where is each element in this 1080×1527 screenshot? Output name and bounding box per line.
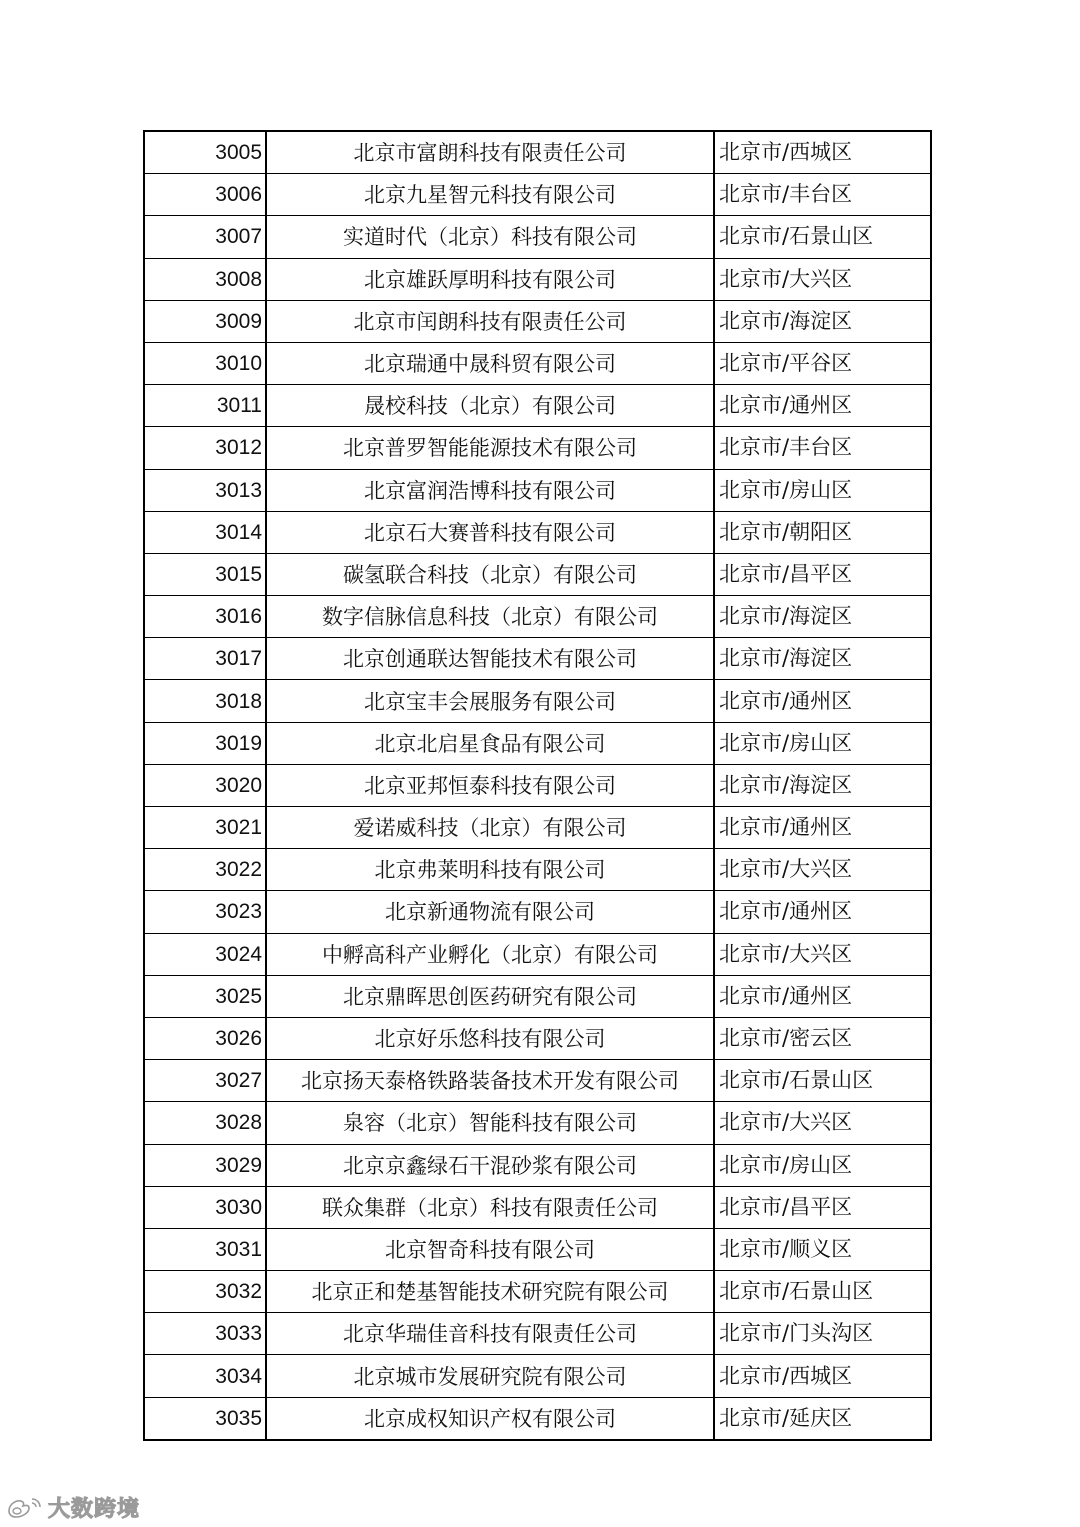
table-row <box>144 1271 931 1313</box>
table-row <box>144 1102 931 1144</box>
company-name: 北京弗莱明科技有限公司 <box>266 849 714 891</box>
row-number: 3035 <box>144 1397 266 1440</box>
company-district: 北京市/昌平区 <box>714 553 931 595</box>
company-name: 实道时代（北京）科技有限公司 <box>266 216 714 258</box>
company-name: 中孵高科产业孵化（北京）有限公司 <box>266 933 714 975</box>
company-name: 爱诺威科技（北京）有限公司 <box>266 807 714 849</box>
row-number: 3013 <box>144 469 266 511</box>
table-row <box>144 764 931 806</box>
company-district: 北京市/通州区 <box>714 385 931 427</box>
table-row <box>144 849 931 891</box>
row-number: 3027 <box>144 1060 266 1102</box>
table-row <box>144 300 931 342</box>
company-name: 北京北启星食品有限公司 <box>266 722 714 764</box>
table-row <box>144 1144 931 1186</box>
company-district: 北京市/丰台区 <box>714 427 931 469</box>
company-district: 北京市/朝阳区 <box>714 511 931 553</box>
company-district: 北京市/石景山区 <box>714 1271 931 1313</box>
table-row <box>144 680 931 722</box>
table-row <box>144 1017 931 1059</box>
row-number: 3023 <box>144 891 266 933</box>
company-district: 北京市/大兴区 <box>714 933 931 975</box>
company-name: 北京市富朗科技有限责任公司 <box>266 131 714 174</box>
row-number: 3008 <box>144 258 266 300</box>
row-number: 3011 <box>144 385 266 427</box>
row-number: 3028 <box>144 1102 266 1144</box>
company-name: 北京京鑫绿石干混砂浆有限公司 <box>266 1144 714 1186</box>
company-district: 北京市/石景山区 <box>714 216 931 258</box>
row-number: 3009 <box>144 300 266 342</box>
company-name: 北京新通物流有限公司 <box>266 891 714 933</box>
company-district: 北京市/通州区 <box>714 891 931 933</box>
company-table <box>143 130 932 1441</box>
row-number: 3016 <box>144 596 266 638</box>
company-district: 北京市/房山区 <box>714 469 931 511</box>
company-district: 北京市/顺义区 <box>714 1228 931 1270</box>
company-district: 北京市/大兴区 <box>714 1102 931 1144</box>
row-number: 3034 <box>144 1355 266 1397</box>
company-district: 北京市/大兴区 <box>714 849 931 891</box>
company-name: 北京正和楚基智能技术研究院有限公司 <box>266 1271 714 1313</box>
row-number: 3007 <box>144 216 266 258</box>
company-name: 北京普罗智能能源技术有限公司 <box>266 427 714 469</box>
table-row <box>144 1313 931 1355</box>
company-district: 北京市/延庆区 <box>714 1397 931 1440</box>
table-row <box>144 933 931 975</box>
table-row <box>144 975 931 1017</box>
table-row <box>144 258 931 300</box>
company-name: 联众集群（北京）科技有限责任公司 <box>266 1186 714 1228</box>
row-number: 3018 <box>144 680 266 722</box>
company-name: 泉容（北京）智能科技有限公司 <box>266 1102 714 1144</box>
row-number: 3017 <box>144 638 266 680</box>
company-district: 北京市/密云区 <box>714 1017 931 1059</box>
table-row <box>144 174 931 216</box>
row-number: 3029 <box>144 1144 266 1186</box>
company-district: 北京市/大兴区 <box>714 258 931 300</box>
row-number: 3022 <box>144 849 266 891</box>
company-name: 北京石大赛普科技有限公司 <box>266 511 714 553</box>
weibo-logo-icon <box>6 1495 44 1519</box>
company-district: 北京市/通州区 <box>714 680 931 722</box>
company-district: 北京市/海淀区 <box>714 300 931 342</box>
row-number: 3024 <box>144 933 266 975</box>
company-district: 北京市/西城区 <box>714 1355 931 1397</box>
company-district: 北京市/房山区 <box>714 722 931 764</box>
table-row <box>144 1060 931 1102</box>
company-name: 北京亚邦恒泰科技有限公司 <box>266 764 714 806</box>
company-name: 北京雄跃厚明科技有限公司 <box>266 258 714 300</box>
company-name: 北京市闰朗科技有限责任公司 <box>266 300 714 342</box>
company-name: 北京成权知识产权有限公司 <box>266 1397 714 1440</box>
row-number: 3019 <box>144 722 266 764</box>
company-district: 北京市/通州区 <box>714 975 931 1017</box>
company-name: 碳氢联合科技（北京）有限公司 <box>266 553 714 595</box>
company-name: 北京智奇科技有限公司 <box>266 1228 714 1270</box>
company-district: 北京市/昌平区 <box>714 1186 931 1228</box>
company-name: 北京城市发展研究院有限公司 <box>266 1355 714 1397</box>
table-row <box>144 596 931 638</box>
company-district: 北京市/海淀区 <box>714 596 931 638</box>
company-name: 北京富润浩博科技有限公司 <box>266 469 714 511</box>
row-number: 3026 <box>144 1017 266 1059</box>
table-row <box>144 1186 931 1228</box>
table-row <box>144 553 931 595</box>
row-number: 3010 <box>144 342 266 384</box>
row-number: 3020 <box>144 764 266 806</box>
company-name: 北京好乐悠科技有限公司 <box>266 1017 714 1059</box>
company-district: 北京市/房山区 <box>714 1144 931 1186</box>
company-district: 北京市/平谷区 <box>714 342 931 384</box>
table-row <box>144 1355 931 1397</box>
company-name: 晟校科技（北京）有限公司 <box>266 385 714 427</box>
company-name: 北京华瑞佳音科技有限责任公司 <box>266 1313 714 1355</box>
company-district: 北京市/海淀区 <box>714 638 931 680</box>
company-name: 北京鼎晖思创医药研究有限公司 <box>266 975 714 1017</box>
table-row <box>144 511 931 553</box>
row-number: 3025 <box>144 975 266 1017</box>
company-district: 北京市/门头沟区 <box>714 1313 931 1355</box>
company-name: 北京宝丰会展服务有限公司 <box>266 680 714 722</box>
company-name: 北京创通联达智能技术有限公司 <box>266 638 714 680</box>
row-number: 3005 <box>144 131 266 174</box>
company-district: 北京市/石景山区 <box>714 1060 931 1102</box>
row-number: 3032 <box>144 1271 266 1313</box>
row-number: 3012 <box>144 427 266 469</box>
company-table-body <box>144 131 931 1440</box>
table-row <box>144 216 931 258</box>
table-row <box>144 722 931 764</box>
row-number: 3021 <box>144 807 266 849</box>
table-row <box>144 385 931 427</box>
watermark-text: 大数跨境 <box>48 1496 141 1522</box>
company-name: 数字信脉信息科技（北京）有限公司 <box>266 596 714 638</box>
row-number: 3030 <box>144 1186 266 1228</box>
table-row <box>144 469 931 511</box>
company-district: 北京市/西城区 <box>714 131 931 174</box>
table-row <box>144 1397 931 1440</box>
table-row <box>144 638 931 680</box>
company-district: 北京市/丰台区 <box>714 174 931 216</box>
row-number: 3015 <box>144 553 266 595</box>
company-name: 北京扬天泰格铁路装备技术开发有限公司 <box>266 1060 714 1102</box>
table-row <box>144 427 931 469</box>
company-district: 北京市/通州区 <box>714 807 931 849</box>
table-row <box>144 131 931 174</box>
table-row <box>144 1228 931 1270</box>
company-name: 北京九星智元科技有限公司 <box>266 174 714 216</box>
company-name: 北京瑞通中晟科贸有限公司 <box>266 342 714 384</box>
row-number: 3033 <box>144 1313 266 1355</box>
watermark <box>6 1493 140 1521</box>
row-number: 3014 <box>144 511 266 553</box>
company-district: 北京市/海淀区 <box>714 764 931 806</box>
row-number: 3006 <box>144 174 266 216</box>
table-row <box>144 891 931 933</box>
table-row <box>144 807 931 849</box>
row-number: 3031 <box>144 1228 266 1270</box>
table-row <box>144 342 931 384</box>
